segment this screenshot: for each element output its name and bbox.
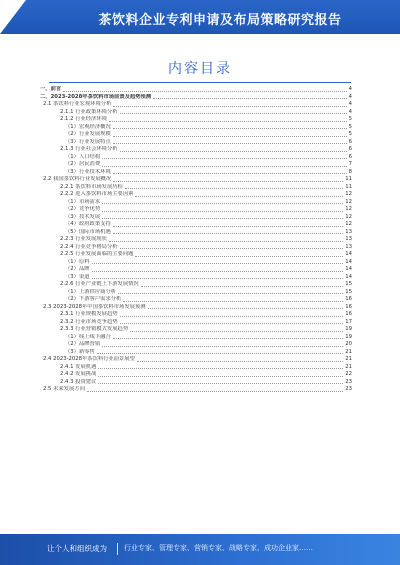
toc-entry-title: （3）渠道 [65,273,90,280]
toc-entry-title: 2.1.3 行业社会环境分析 [60,146,118,152]
toc-dot-leader [92,262,344,264]
page-footer [0,534,400,565]
toc-entry-page: 17 [345,318,352,325]
toc-dot-leader [102,202,343,204]
toc-entry-title: （1）宏观经济概况 [65,123,111,130]
toc-entry[interactable] [40,341,352,349]
toc-entry[interactable] [40,259,352,267]
toc-entry[interactable] [40,86,352,94]
toc-dot-leader [125,187,343,189]
toc-dot-leader [109,120,347,122]
toc-entry-page: 5 [348,131,352,137]
toc-entry-page: 14 [345,273,352,280]
toc-entry-page: 11 [345,183,352,190]
toc-dot-leader [118,292,343,294]
toc-entry[interactable] [40,266,352,274]
toc-entry-title: （3）行业发展特点 [65,138,111,145]
toc-entry[interactable] [40,124,352,132]
toc-entry[interactable] [40,94,352,102]
toc-entry-title: （1）上游供应商分析 [65,288,117,295]
toc-entry-page: 20 [345,341,352,347]
toc-entry[interactable] [40,139,352,147]
toc-dot-leader [92,277,344,279]
toc-dot-leader [97,352,343,354]
toc-entry-title: 2.2.3 行业发展现状 [60,236,107,242]
toc-entry-page: 15 [345,281,352,287]
toc-entry-page: 14 [345,251,352,257]
toc-dot-leader [113,172,347,174]
toc-dot-leader [120,322,344,324]
toc-entry-title: （2）居民消费 [65,161,101,167]
toc-entry-page: 6 [348,153,352,160]
toc-entry-title: 一、前言 [40,86,62,92]
toc-entry-title: 2.3.1 行业规模发展趋势 [60,311,118,317]
toc-entry-page: 5 [348,116,352,122]
toc-entry[interactable] [40,101,352,109]
toc-entry-title: （1）市场需求 [65,198,101,205]
toc-entry-page: 13 [345,236,352,242]
toc-entry-title: 2.4.1 发展机遇 [60,363,97,370]
toc-entry[interactable] [40,251,352,259]
footer-separator [117,543,118,555]
toc-entry-page: 21 [345,356,352,362]
toc-entry-page: 19 [345,326,352,332]
toc-entry-page: 19 [345,333,352,340]
toc-dot-leader [87,390,343,392]
toc-entry[interactable] [40,326,352,334]
toc-dot-leader [113,105,346,107]
footer-slogan: 让个人和组织成为 [47,544,107,553]
toc-dot-leader [92,270,344,272]
toc-entry-title: 2.5 未来发展方向 [43,386,85,392]
table-of-contents [40,86,352,534]
toc-entry-title: （3）行业技术环境 [65,168,111,175]
toc-entry[interactable] [40,109,352,117]
toc-entry-title: 2.2.1 茶饮料市场发展历程 [60,183,123,190]
toc-dot-leader [113,135,347,137]
toc-dot-leader [120,315,344,317]
toc-entry[interactable] [40,176,352,184]
toc-entry[interactable] [40,386,352,394]
toc-entry-title: （3）技术发展 [65,213,101,220]
toc-entry-title: 2.1.2 行业经济环境 [60,116,107,122]
toc-dot-leader [120,112,347,114]
toc-entry[interactable] [40,116,352,124]
toc-entry-page: 13 [345,228,352,235]
toc-entry[interactable] [40,131,352,139]
toc-entry-title: （2）行业发展规模 [65,131,111,137]
toc-entry[interactable] [40,169,352,177]
toc-dot-leader [109,240,343,242]
toc-entry-page: 4 [348,108,352,115]
toc-entry-page: 13 [345,243,352,250]
toc-entry-page: 5 [348,123,352,130]
toc-entry-title: 2.4.2 发展挑战 [60,371,97,377]
toc-dot-leader [63,90,346,92]
toc-entry[interactable] [40,191,352,199]
toc-entry-page: 23 [345,386,352,392]
toc-entry-title: 2.2 我国茶饮料行业发展概况 [43,176,112,182]
toc-entry[interactable] [40,146,352,154]
toc-entry-title: 2.4.3 投资建议 [60,378,97,385]
toc-dot-leader [130,330,343,332]
toc-entry[interactable] [40,296,352,304]
toc-entry-page: 6 [348,146,352,152]
toc-entry[interactable] [40,214,352,222]
toc-entry-title: （2）下游客户需求分析 [65,296,122,302]
toc-entry-title: （3）新零售 [65,348,95,355]
toc-entry[interactable] [40,244,352,252]
toc-entry-page: 16 [345,296,352,302]
toc-entry-title: 二、2023-2028年茶饮料市场前景及趋势预测 [40,93,152,100]
toc-entry-title: 2.3.3 行业营销模式发展趋势 [60,326,129,332]
toc-dot-leader [102,217,343,219]
toc-entry-page: 16 [345,303,352,310]
toc-dot-leader [153,97,346,99]
toc-entry-page: 4 [348,101,352,107]
toc-entry-page: 4 [348,93,352,100]
toc-entry-title: 2.1.1 行业政策环境分析 [60,108,118,115]
toc-entry-page: 14 [345,258,352,265]
toc-heading: 内容目录 [168,61,232,77]
toc-entry[interactable] [40,311,352,319]
toc-dot-leader [98,375,343,377]
toc-dot-leader [102,210,343,212]
toc-entry-page: 23 [345,378,352,385]
toc-dot-leader [123,300,343,302]
toc-entry[interactable] [40,206,352,214]
toc-entry-page: 4 [348,86,352,92]
toc-entry-title: 2.2.2 进入茶饮料市场主要因素 [60,191,134,197]
toc-entry-title: 2.2.4 行业竞争格局分析 [60,243,118,250]
toc-entry-title: 2.1 茶饮料行业宏观环境分析 [43,101,112,107]
toc-dot-leader [113,142,347,144]
toc-dot-leader [141,285,344,287]
toc-dot-leader [113,127,347,129]
toc-dot-leader [148,307,344,309]
toc-dot-leader [113,180,343,182]
toc-entry[interactable] [40,319,352,327]
toc-entry-page: 7 [348,161,352,167]
toc-entry[interactable] [40,289,352,297]
toc-entry-title: （1）线上线下融合 [65,333,111,340]
toc-entry-title: （2）品牌 [65,266,90,272]
toc-entry[interactable] [40,281,352,289]
toc-dot-leader [120,150,347,152]
toc-dot-leader [102,345,343,347]
toc-entry[interactable] [40,184,352,192]
toc-entry[interactable] [40,236,352,244]
toc-entry-page: 16 [345,311,352,317]
toc-entry-page: 12 [345,191,352,197]
toc-entry-page: 12 [345,213,352,220]
toc-entry-page: 12 [345,206,352,212]
toc-entry[interactable] [40,161,352,169]
header-corner-decoration [0,0,26,34]
toc-entry-title: （2）品牌营销 [65,341,101,347]
toc-entry-title: （4）政府政策支持 [65,221,111,227]
toc-dot-leader [113,337,344,339]
toc-entry[interactable] [40,356,352,364]
toc-dot-leader [98,382,343,384]
toc-entry-title: （5）国际市场机遇 [65,228,111,235]
toc-entry-page: 6 [348,138,352,145]
toc-entry-title: 2.2.5 行业发展面临的主要问题 [60,251,134,257]
toc-entry-title: 2.3 2023-2028年中国茶饮料市场发展预测 [43,303,146,310]
toc-entry-page: 14 [345,266,352,272]
toc-dot-leader [102,165,346,167]
toc-entry[interactable] [40,199,352,207]
toc-entry-page: 12 [345,198,352,205]
toc-entry-title: 2.3.2 行业市场竞争趋势 [60,318,118,325]
toc-entry-page: 21 [345,363,352,370]
toc-entry[interactable] [40,379,352,387]
toc-entry[interactable] [40,274,352,282]
toc-dot-leader [98,367,343,369]
toc-entry-title: （2）竞争优势 [65,206,101,212]
toc-entry-title: （1）人口结构 [65,153,101,160]
toc-dot-leader [137,360,343,362]
toc-entry[interactable] [40,349,352,357]
toc-dot-leader [113,232,344,234]
toc-entry[interactable] [40,334,352,342]
toc-entry-page: 15 [345,288,352,295]
toc-entry[interactable] [40,221,352,229]
toc-entry-page: 22 [345,371,352,377]
toc-dot-leader [135,195,343,197]
toc-entry-page: 8 [348,168,352,175]
toc-dot-leader [102,157,346,159]
toc-entry[interactable] [40,371,352,379]
toc-dot-leader [113,225,344,227]
report-title: 茶饮料企业专利申请及布局策略研究报告 [98,13,342,28]
toc-entry-page: 12 [345,221,352,227]
toc-dot-leader [135,255,343,257]
toc-entry[interactable] [40,364,352,372]
toc-entry-title: 2.2.6 行业产业链上下游发展情况 [60,281,139,287]
toc-entry-page: 21 [345,348,352,355]
report-header [0,0,400,34]
toc-divider [49,82,351,83]
toc-entry-title: （1）原料 [65,258,90,265]
toc-entry[interactable] [40,304,352,312]
toc-entry[interactable] [40,229,352,237]
toc-entry[interactable] [40,154,352,162]
footer-tagline: 行业专家、管理专家、营销专家、战略专家、成功企业家…… [124,544,313,552]
toc-dot-leader [120,247,344,249]
toc-entry-page: 11 [345,176,352,182]
toc-entry-title: 2.4 2023-2028年茶饮料行业前景展望 [43,356,135,362]
